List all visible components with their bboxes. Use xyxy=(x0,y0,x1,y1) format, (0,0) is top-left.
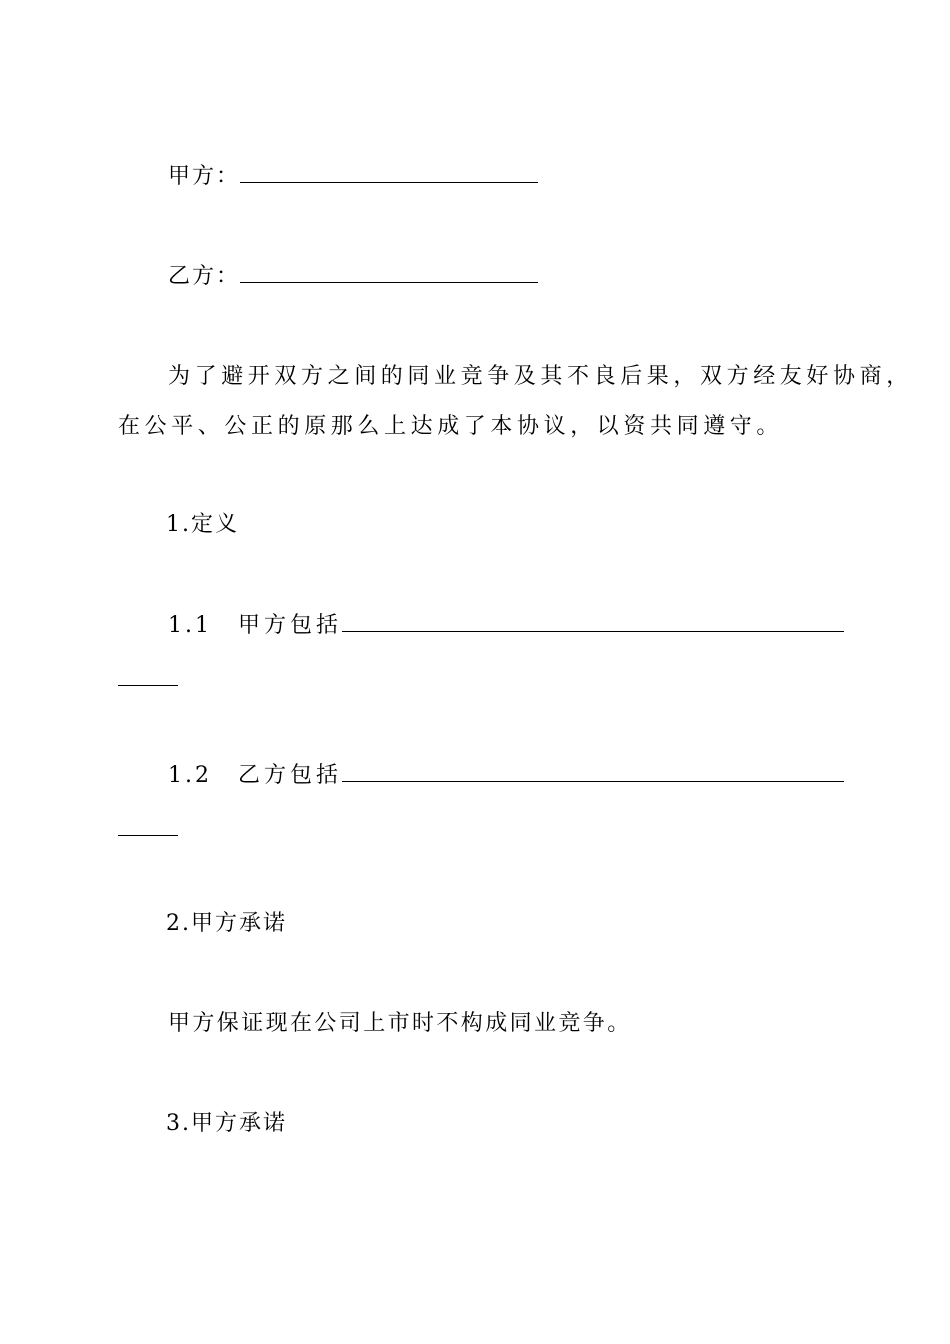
item-1-1-blank-continued xyxy=(118,684,178,686)
item-1-1-line xyxy=(168,611,844,641)
preamble-line-1: 为了避开双方之间的同业竞争及其不良后果，双方经友好协商， xyxy=(168,364,913,389)
section-1-heading: 1.定义 xyxy=(166,512,239,537)
item-1-2-blank xyxy=(342,761,844,782)
party-b-label: 乙方： xyxy=(168,264,241,289)
item-1-1-text: 甲方包括 xyxy=(238,613,343,638)
section-3-heading: 3.甲方承诺 xyxy=(166,1111,287,1136)
item-1-2-line xyxy=(168,761,844,791)
party-b-blank xyxy=(240,262,538,283)
section-2-heading: 2.甲方承诺 xyxy=(166,911,287,936)
party-a-label: 甲方： xyxy=(168,164,241,189)
item-1-1-number: 1.1 xyxy=(168,613,212,638)
item-1-1-blank xyxy=(342,611,844,632)
preamble-line-2: 在公平、公正的原那么上达成了本协议，以资共同遵守。 xyxy=(118,414,784,439)
item-1-2-blank-continued xyxy=(118,834,178,836)
party-b-line xyxy=(168,262,538,292)
item-1-2-text: 乙方包括 xyxy=(238,763,343,788)
item-1-2-number: 1.2 xyxy=(168,763,212,788)
party-a-blank xyxy=(240,162,538,183)
party-a-line xyxy=(168,162,538,192)
section-2-body: 甲方保证现在公司上市时不构成同业竞争。 xyxy=(168,1011,632,1036)
